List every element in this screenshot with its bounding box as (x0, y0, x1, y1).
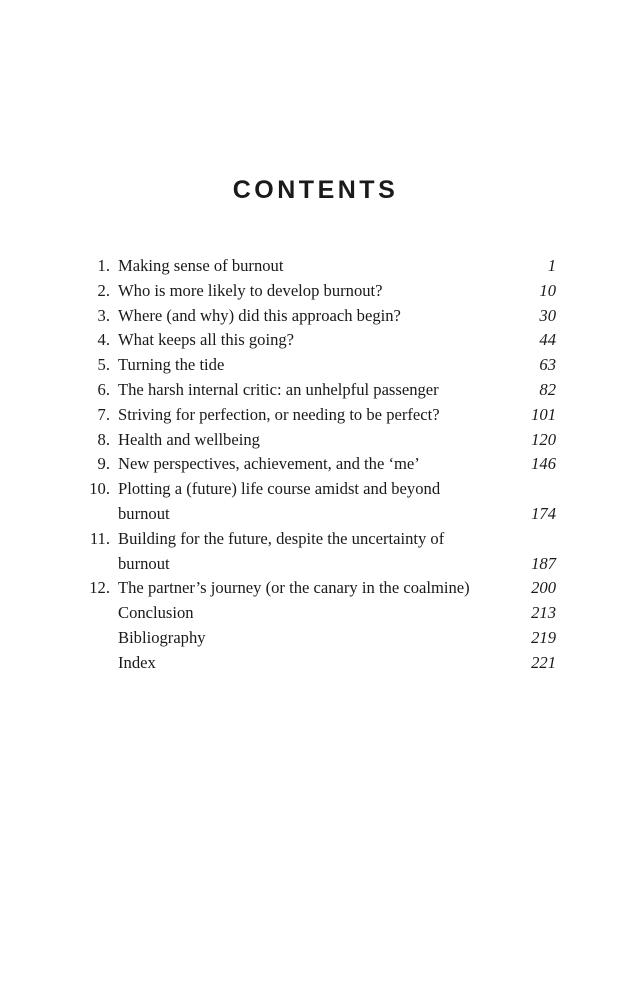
chapter-title: The partner’s journey (or the canary in the coalmine) (118, 578, 470, 598)
chapter-number: 2. (97, 280, 110, 300)
chapter-title: Building for the future, despite the uncertainty of (118, 528, 445, 548)
chapter-number: 7. (97, 404, 110, 424)
chapter-number: 4. (97, 330, 110, 350)
page-number: 213 (531, 603, 556, 623)
toc-entry-continuation[interactable] (80, 552, 556, 577)
chapter-title: Plotting a (future) life course amidst and beyond (118, 479, 441, 499)
toc-entry[interactable] (80, 527, 556, 552)
chapter-title: Health and wellbeing (118, 429, 260, 449)
page-number: 10 (539, 280, 556, 300)
chapter-number: 11. (89, 528, 110, 548)
toc-entry[interactable] (80, 353, 556, 378)
chapter-title: Striving for perfection, or needing to be perfect? (118, 404, 440, 424)
page-number: 200 (531, 578, 556, 598)
toc-entry[interactable] (80, 651, 556, 676)
page-number: 221 (531, 652, 556, 672)
page-number: 219 (531, 627, 556, 647)
toc-entry[interactable] (80, 452, 556, 477)
toc-entry[interactable] (80, 304, 556, 329)
toc-entry-continuation[interactable] (80, 502, 556, 527)
page-number: 174 (531, 503, 556, 523)
toc-entry[interactable] (80, 428, 556, 453)
page-number: 146 (531, 454, 556, 474)
page-number: 120 (531, 429, 556, 449)
chapter-number: 3. (97, 305, 110, 325)
chapter-number: 8. (97, 429, 110, 449)
chapter-title: Conclusion (118, 603, 194, 623)
chapter-title: Index (118, 652, 156, 672)
toc-entry[interactable] (80, 328, 556, 353)
chapter-title: The harsh internal critic: an unhelpful passenger (118, 379, 439, 399)
chapter-title: Making sense of burnout (118, 256, 284, 275)
page-number: 44 (539, 330, 556, 350)
page-number: 63 (539, 355, 556, 375)
chapter-number: 6. (97, 379, 110, 399)
chapter-number: 1. (97, 256, 110, 275)
chapter-title: Where (and why) did this approach begin? (118, 305, 401, 325)
page-number: 101 (531, 404, 556, 424)
toc-entry[interactable] (80, 254, 556, 279)
chapter-number: 9. (97, 454, 110, 474)
page-number: 82 (539, 379, 556, 399)
toc-entry[interactable] (80, 626, 556, 651)
chapter-number: 12. (89, 578, 110, 598)
table-of-contents (80, 254, 556, 676)
toc-entry[interactable] (80, 576, 556, 601)
chapter-title: New perspectives, achievement, and the ‘me’ (118, 454, 420, 474)
toc-entry[interactable] (80, 477, 556, 502)
page-number: 30 (539, 305, 556, 325)
chapter-title: burnout (118, 503, 170, 523)
chapter-title: What keeps all this going? (118, 330, 295, 350)
toc-entry[interactable] (80, 279, 556, 304)
page-number: 187 (531, 553, 556, 573)
chapter-title: Turning the tide (118, 355, 225, 375)
page-title: CONTENTS (232, 176, 399, 204)
toc-entry[interactable] (80, 378, 556, 403)
page-number: 1 (547, 256, 556, 275)
chapter-title: Bibliography (118, 627, 206, 647)
chapter-number: 5. (97, 355, 110, 375)
chapter-number: 10. (89, 479, 110, 499)
toc-entry[interactable] (80, 601, 556, 626)
chapter-title: burnout (118, 553, 170, 573)
toc-entry[interactable] (80, 403, 556, 428)
chapter-title: Who is more likely to develop burnout? (118, 280, 383, 300)
